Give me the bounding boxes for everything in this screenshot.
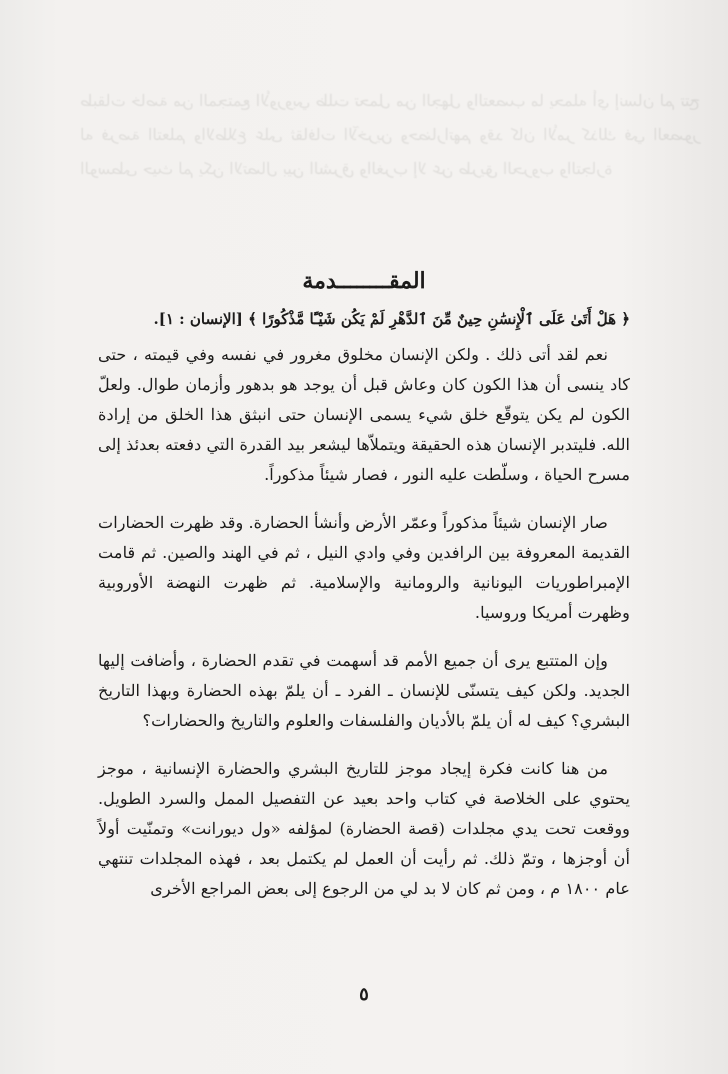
paragraph-4: من هنا كانت فكرة إيجاد موجز للتاريخ البشري والحضارة الإنسانية ، موجز يحتوي على الخلاصة في كتاب واحد بعيد عن التفصيل الممل والسرد الطويل. ووقعت تحت يدي مجلدات (قصة الحضارة) لمؤلفه «ول ديورانت» وتمنّيت أولاً أن أوجزها ، وتمّ ذلك. ثم رأيت أن العمل لم يكتمل بعد ، فهذه المجلدات تنتهي عام ١٨٠٠ م ، ومن ثم كان لا بد لي من الرجوع إلى بعض المراجع الأخرى xyxy=(98,759,630,898)
paragraph-1: نعم لقد أتى ذلك . ولكن الإنسان مخلوق مغرور في نفسه وفي قيمته ، حتى كاد ينسى أن هذا الكون كان وعاش قبل أن يوجد هو بدهور وأزمان طوال. ولعلّ الكون لم يكن يتوقّع خلق شيء يسمى الإنسان حتى انبثق هذا الخلق من إرادة الله. فليتدبر الإنسان هذه الحقيقة ويتملاّها ليشعر بيد القدرة التي دفعته بعدئذ إلى مسرح الحياة ، وسلّطت عليه النور ، فصار شيئاً مذكوراً. xyxy=(98,345,630,484)
page-body xyxy=(98,258,630,922)
bleed-through-content: طبقات خاصة من المجتمع الأوروبي ظلت تحمل من الجهل والتعصب ما يحمله أي إنسان لم تتح له فرصة التعلم والاطلاع على ثقافات الآخرين وحضاراتهم وقد كان الأمر كذلك في العصور الوسطى حيث لم يكن الاتصال بين الشرق والغرب إلا عن طريق الحروب والتجارة xyxy=(80,91,700,178)
paragraph-2: صار الإنسان شيئاً مذكوراً وعمّر الأرض وأنشأ الحضارة. وقد ظهرت الحضارات القديمة المعروفة بين الرافدين وفي وادي النيل ، ثم في الهند والصين. ثم قامت الإمبراطوريات اليونانية والرومانية والإسلامية. ثم ظهرت النهضة الأوروبية وظهرت أمريكا وروسيا. xyxy=(98,513,630,622)
quran-verse: ﴿ هَلْ أَتَىٰ عَلَى ٱلْإِنسَٰنِ حِينٌ مِّنَ ٱلدَّهْرِ لَمْ يَكُن شَيْـًٔا مَّذْكُورًا ﴾ [الإنسان : ١]. xyxy=(153,310,630,328)
chapter-heading: المقــــــــدمة xyxy=(302,268,426,294)
page-number: ٥ xyxy=(359,984,369,1005)
paragraph-3: وإن المتتبع يرى أن جميع الأمم قد أسهمت في تقدم الحضارة ، وأضافت إليها الجديد. ولكن كيف يتسنّى للإنسان ـ الفرد ـ أن يلمّ بهذه الحضارة وبهذا التاريخ البشري؟ كيف له أن يلمّ بالأديان والفلسفات والعلوم والتاريخ والحضارات؟ xyxy=(98,651,630,730)
bleed-through-text xyxy=(80,84,700,186)
